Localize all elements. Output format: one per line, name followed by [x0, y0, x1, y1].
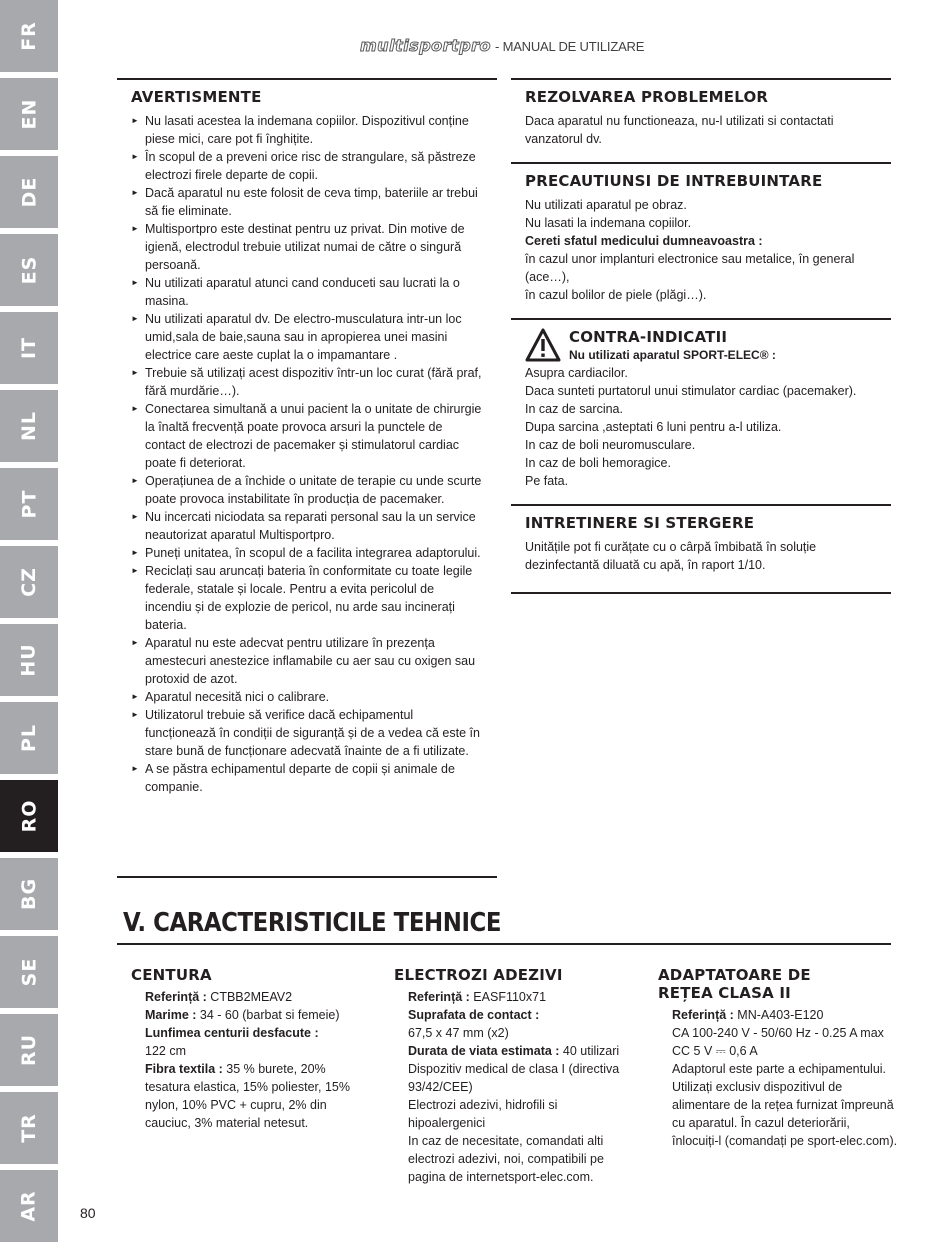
spec-value: 40 utilizari: [559, 1044, 620, 1058]
tab-en[interactable]: [0, 78, 58, 150]
tab-ru[interactable]: [0, 1014, 58, 1086]
list-item: ► Dacă aparatul nu este folosit de ceva timp, bateriile ar trebui să fie eliminate.: [131, 184, 483, 220]
divider: [511, 592, 891, 594]
precaution-line: în cazul bolilor de piele (plăgi…).: [525, 288, 707, 302]
section-title: INTRETINERE SI STERGERE: [525, 514, 755, 532]
tab-label: ES: [17, 255, 40, 285]
electrodes-section: [394, 966, 634, 1186]
brand-logo: multisportpro: [360, 36, 492, 55]
list-item: ► Reciclați sau aruncați bateria în conformitate cu toate legile federale, statale și locale. Pentru a evita pericolul de incendiu și de explozie de pericol, nu arde sau incinerați bateria.: [131, 562, 483, 634]
tab-ro[interactable]: [0, 780, 58, 852]
spec-label: Lunfimea centurii desfacute :: [145, 1026, 319, 1040]
page-header: [360, 36, 780, 58]
spec-value: CTBB2MEAV2: [206, 990, 293, 1004]
spec-line: Electrozi adezivi, hidrofili si hipoalergenici: [408, 1098, 558, 1130]
list-item: ► În scopul de a preveni orice risc de strangulare, să păstreze electrozi firele departe de copii.: [131, 148, 483, 184]
list-item: ► Nu incercati niciodata sa reparati personal sau la un service neautorizat aparatul Multisportpro.: [131, 508, 483, 544]
tab-pl[interactable]: [0, 702, 58, 774]
section-title: PRECAUTIUNSI DE INTREBUINTARE: [525, 172, 823, 190]
spec-line: CA 100-240 V - 50/60 Hz - 0.25 A max: [672, 1026, 884, 1040]
contra-line: In caz de boli neuromusculare.: [525, 438, 696, 452]
tab-label: PL: [17, 723, 40, 753]
contra-line: Asupra cardiacilor.: [525, 366, 628, 380]
tab-label: EN: [17, 98, 40, 130]
spec-label: Referință :: [408, 990, 470, 1004]
precaution-bold: Cereti sfatul medicului dumneavoastra :: [525, 234, 763, 248]
list-item: ► A se păstra echipamentul departe de copii și animale de companie.: [131, 760, 483, 796]
tech-heading: V. CARACTERISTICILE TEHNICE: [123, 908, 502, 938]
precaution-line: Nu utilizati aparatul pe obraz.: [525, 198, 687, 212]
list-item: ► Operațiunea de a închide o unitate de terapie cu unde scurte poate provoca instabilitate în producția de pacemaker.: [131, 472, 483, 508]
tab-label: RO: [17, 799, 40, 833]
tab-label: DE: [17, 176, 40, 208]
tab-es[interactable]: [0, 234, 58, 306]
section-title: ADAPTATOARE DE REȚEA CLASA II: [658, 966, 811, 1002]
spec-value: 35 % burete, 20% tesatura elastica, 15% poliester, 15% nylon, 10% PVC + cupru, 2% din cauciuc, 3% material netesut.: [145, 1062, 350, 1130]
spec-label: Suprafata de contact :: [408, 1008, 540, 1022]
spec-value: 34 - 60 (barbat si femeie): [196, 1008, 340, 1022]
list-item: ► Aparatul nu este adecvat pentru utilizare în prezența amestecuri anestezice inflamabile cu aer sau cu oxigen sau protoxid de azot.: [131, 634, 483, 688]
contra-section: [511, 320, 891, 500]
tab-label: TR: [18, 1113, 40, 1143]
spec-label: Fibra textila :: [145, 1062, 223, 1076]
spec-line: Dispozitiv medical de clasa I (directiva 93/42/CEE): [408, 1062, 620, 1094]
section-title: ELECTROZI ADEZIVI: [394, 966, 563, 984]
warnings-section: [117, 80, 497, 806]
tab-label: NL: [17, 410, 40, 442]
adapter-section: [658, 966, 898, 1150]
warning-triangle-icon: [525, 328, 561, 362]
tab-ar[interactable]: [0, 1170, 58, 1242]
spec-label: Referință :: [145, 990, 207, 1004]
spec-line: Utilizați exclusiv dispozitivul de alimentare de la rețea furnizat împreună cu aparatul. În cazul deteriorării, înlocuiți-l (comandați pe sport-elec.com).: [672, 1080, 898, 1148]
precaution-line: în cazul unor implanturi electronice sau metalice, în general (ace…),: [525, 252, 855, 284]
tab-label: CZ: [17, 567, 40, 597]
troubleshooting-section: [511, 80, 891, 158]
tab-pt[interactable]: [0, 468, 58, 540]
tab-fr[interactable]: [0, 0, 58, 72]
warnings-list: [131, 112, 483, 796]
list-item: ► Trebuie să utilizați acest dispozitiv într-un loc curat (fără praf, fără murdărie…).: [131, 364, 483, 400]
spec-value: MN-A403-E120: [733, 1008, 824, 1022]
tab-it[interactable]: [0, 312, 58, 384]
troubleshooting-text: Daca aparatul nu functioneaza, nu-l utilizati si contactati vanzatorul dv.: [525, 114, 834, 146]
precautions-section: [511, 164, 891, 314]
divider: [117, 943, 891, 945]
tab-bg[interactable]: [0, 858, 58, 930]
list-item: ► Multisportpro este destinat pentru uz privat. Din motive de igienă, electrodul trebuie utilizat numai de către o singură persoană.: [131, 220, 483, 274]
contra-line: In caz de boli hemoragice.: [525, 456, 671, 470]
section-title: CONTRA-INDICATII: [569, 328, 728, 346]
list-item: ► Utilizatorul trebuie să verifice dacă echipamentul funcționează în condiții de siguranță și de a vedea că este în stare bună de funcționare adecvată înainte de a fi utilizate.: [131, 706, 483, 760]
list-item: ► Aparatul necesită nici o calibrare.: [131, 688, 483, 706]
contra-subtitle: Nu utilizati aparatul SPORT-ELEC® :: [569, 348, 776, 362]
tab-label: HU: [18, 643, 40, 677]
language-tabs: [0, 0, 58, 1242]
tab-label: IT: [18, 336, 40, 360]
list-item: ► Puneți unitatea, în scopul de a facilita integrarea adaptorului.: [131, 544, 483, 562]
section-title: CENTURA: [131, 966, 212, 984]
section-title: AVERTISMENTE: [131, 88, 262, 106]
info-column: [511, 78, 891, 594]
spec-line: Adaptorul este parte a echipamentului.: [672, 1062, 887, 1076]
spec-label: Marime :: [145, 1008, 197, 1022]
list-item: ► Conectarea simultană a unui pacient la o unitate de chirurgie la înaltă frecvență poate provoca arsuri la punctele de contact de electrozi de pacemaker și stimulatorul cardiac poate fi deteriorat.: [131, 400, 483, 472]
warnings-column: [117, 78, 497, 806]
tab-label: RU: [18, 1033, 40, 1067]
spec-label: Referință :: [672, 1008, 734, 1022]
tab-label: BG: [17, 877, 40, 911]
tab-tr[interactable]: [0, 1092, 58, 1164]
section-title: REZOLVAREA PROBLEMELOR: [525, 88, 769, 106]
contra-line: In caz de sarcina.: [525, 402, 623, 416]
precaution-line: Nu lasati la indemana copiilor.: [525, 216, 692, 230]
contra-line: Pe fata.: [525, 474, 569, 488]
spec-value: EASF110x71: [469, 990, 547, 1004]
tab-hu[interactable]: [0, 624, 58, 696]
spec-label: Durata de viata estimata :: [408, 1044, 560, 1058]
spec-value: 67,5 x 47 mm (x2): [408, 1026, 509, 1040]
list-item: ► Nu utilizati aparatul dv. De electro-musculatura intr-un loc umid,sala de baie,sauna sau in apropierea unei masini electrice care aeste cuplat la o impamantare .: [131, 310, 483, 364]
tab-cz[interactable]: [0, 546, 58, 618]
list-item: ► Nu utilizati aparatul atunci cand conduceti sau lucrati la o masina.: [131, 274, 483, 310]
tab-label: PT: [17, 489, 40, 519]
tab-label: FR: [17, 21, 40, 51]
page-number: 80: [80, 1205, 96, 1221]
tab-de[interactable]: [0, 156, 58, 228]
tab-label: SE: [17, 957, 40, 987]
maintenance-text: Unitățile pot fi curățate cu o cârpă îmbibată în soluție dezinfectantă diluată cu apă, în raport 1/10.: [525, 540, 817, 572]
list-item: ► Nu lasati acestea la indemana copiilor. Dispozitivul conține piese mici, care pot fi înghițite.: [131, 112, 483, 148]
maintenance-section: [511, 506, 891, 584]
tab-nl[interactable]: [0, 390, 58, 462]
contra-line: Dupa sarcina ,asteptati 6 luni pentru a-l utiliza.: [525, 420, 782, 434]
spec-line: CC 5 V ⎓ 0,6 A: [672, 1044, 758, 1058]
divider: [117, 876, 497, 878]
spec-line: In caz de necesitate, comandati alti electrozi adezivi, noi, compatibili pe pagina de internetsport-elec.com.: [408, 1134, 604, 1184]
tab-label: AR: [18, 1190, 40, 1222]
contra-line: Daca sunteti purtatorul unui stimulator cardiac (pacemaker).: [525, 384, 857, 398]
spec-value: 122 cm: [145, 1044, 186, 1058]
header-title: - MANUAL DE UTILIZARE: [495, 39, 645, 54]
belt-section: [131, 966, 371, 1132]
tab-se[interactable]: [0, 936, 58, 1008]
